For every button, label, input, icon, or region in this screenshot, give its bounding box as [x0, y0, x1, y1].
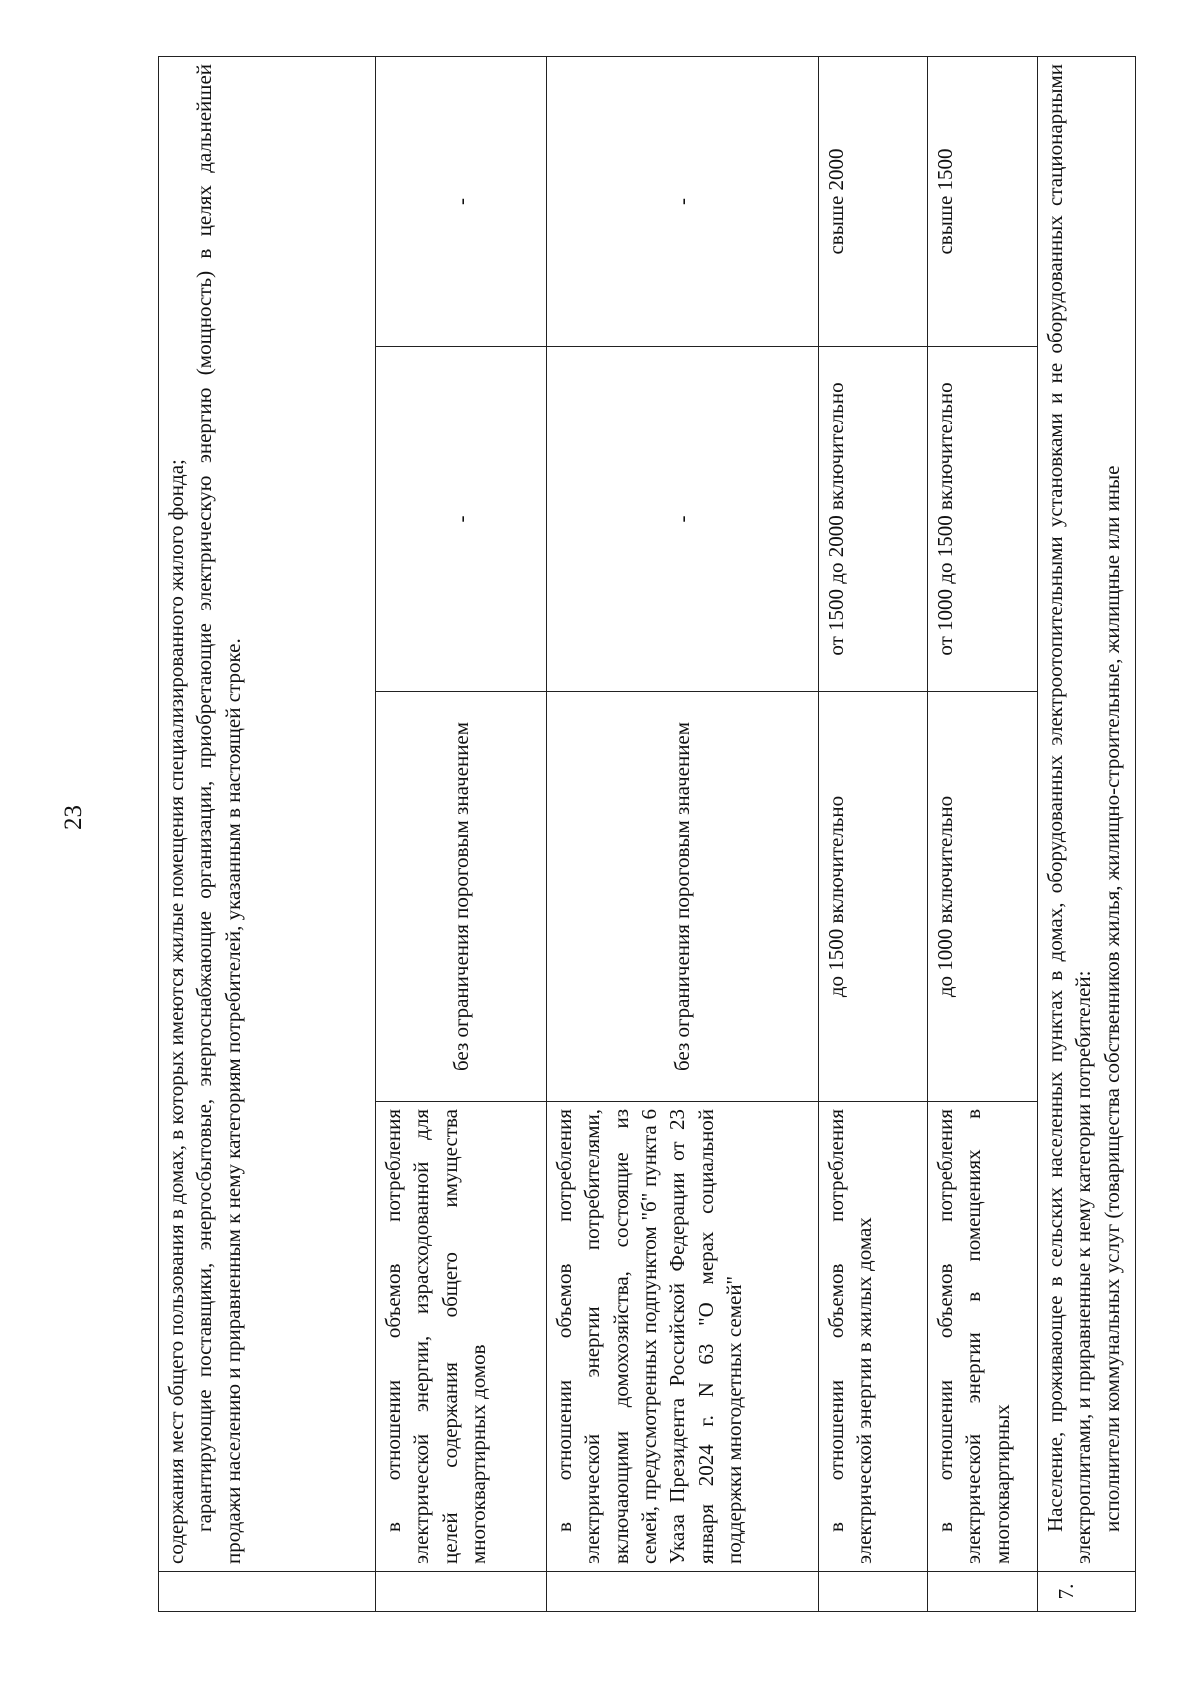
- description-cell: в отношении объемов потребления электрической энергии в помещениях в многоквартирных: [928, 1102, 1038, 1572]
- range-2-cell: от 1500 до 2000 включительно: [819, 347, 928, 692]
- range-2-cell: -: [547, 347, 819, 692]
- number-cell: 7.: [1038, 1572, 1136, 1612]
- table-row: [547, 56, 819, 1611]
- range-3-cell: -: [547, 56, 819, 346]
- row-7-text-cell: [1038, 56, 1136, 1571]
- range-1-cell: до 1000 включительно: [928, 692, 1038, 1102]
- range-1-cell: без ограничения пороговым значением: [376, 692, 547, 1102]
- range-2-cell: -: [376, 347, 547, 692]
- number-cell: [547, 1572, 819, 1612]
- page-number: 23: [60, 805, 87, 830]
- number-cell: [928, 1572, 1038, 1612]
- table-row-7: [1038, 56, 1136, 1611]
- table-row: [928, 56, 1038, 1611]
- intro-paragraph-1: содержания мест общего пользования в домах, в которых имеются жилые помещения специализированного жилого фонда;: [164, 459, 188, 1564]
- range-3-cell: свыше 1500: [928, 56, 1038, 346]
- number-cell: [819, 1572, 928, 1612]
- rotated-table-container: [158, 57, 1124, 1612]
- intro-paragraph-2: гарантирующие поставщики, энергосбытовые, энергоснабжающие организации, приобретающие электрическую энергию (мощность) в целях дальнейшей продажи населению и приравненным к нему категориям потребителей, указанным в настоящей строке.: [192, 63, 245, 1564]
- description-cell: в отношении объемов потребления электрической энергии, израсходованной для целей содержания общего имущества многоквартирных домов: [376, 1102, 547, 1572]
- row-7-paragraph-2: исполнители коммунальных услуг (товарищества собственников жилья, жилищно-строительные, жилищные или иные: [1099, 465, 1124, 1532]
- description-cell: в отношении объемов потребления электрической энергии в жилых домах: [819, 1102, 928, 1572]
- range-2-cell: от 1000 до 1500 включительно: [928, 347, 1038, 692]
- range-3-cell: свыше 2000: [819, 56, 928, 346]
- number-cell: [159, 1572, 376, 1612]
- description-cell: в отношении объемов потребления электрической энергии потребителями, включающими домохозяйства, состоящие из семей, предусмотренных подпунктом "б" пункта 6 Указа Президента Российской Федерации от 23 января 2024 г. N 63 "О мерах социальной поддержки многодетных семей": [547, 1102, 819, 1572]
- range-3-cell: -: [376, 56, 547, 346]
- number-cell: [376, 1572, 547, 1612]
- table-row-intro: [159, 56, 376, 1611]
- row-7-paragraph-1: Население, проживающее в сельских населенных пунктах в домах, оборудованных электроотопительными установками и не оборудованных стационарными электроплитами, и приравненные к нему категории потребителей:: [1043, 63, 1096, 1564]
- intro-text-cell: [159, 56, 376, 1571]
- table-row: [819, 56, 928, 1611]
- range-1-cell: до 1500 включительно: [819, 692, 928, 1102]
- tariff-table: [158, 56, 1136, 1612]
- range-1-cell: без ограничения пороговым значением: [547, 692, 819, 1102]
- table-row: [376, 56, 547, 1611]
